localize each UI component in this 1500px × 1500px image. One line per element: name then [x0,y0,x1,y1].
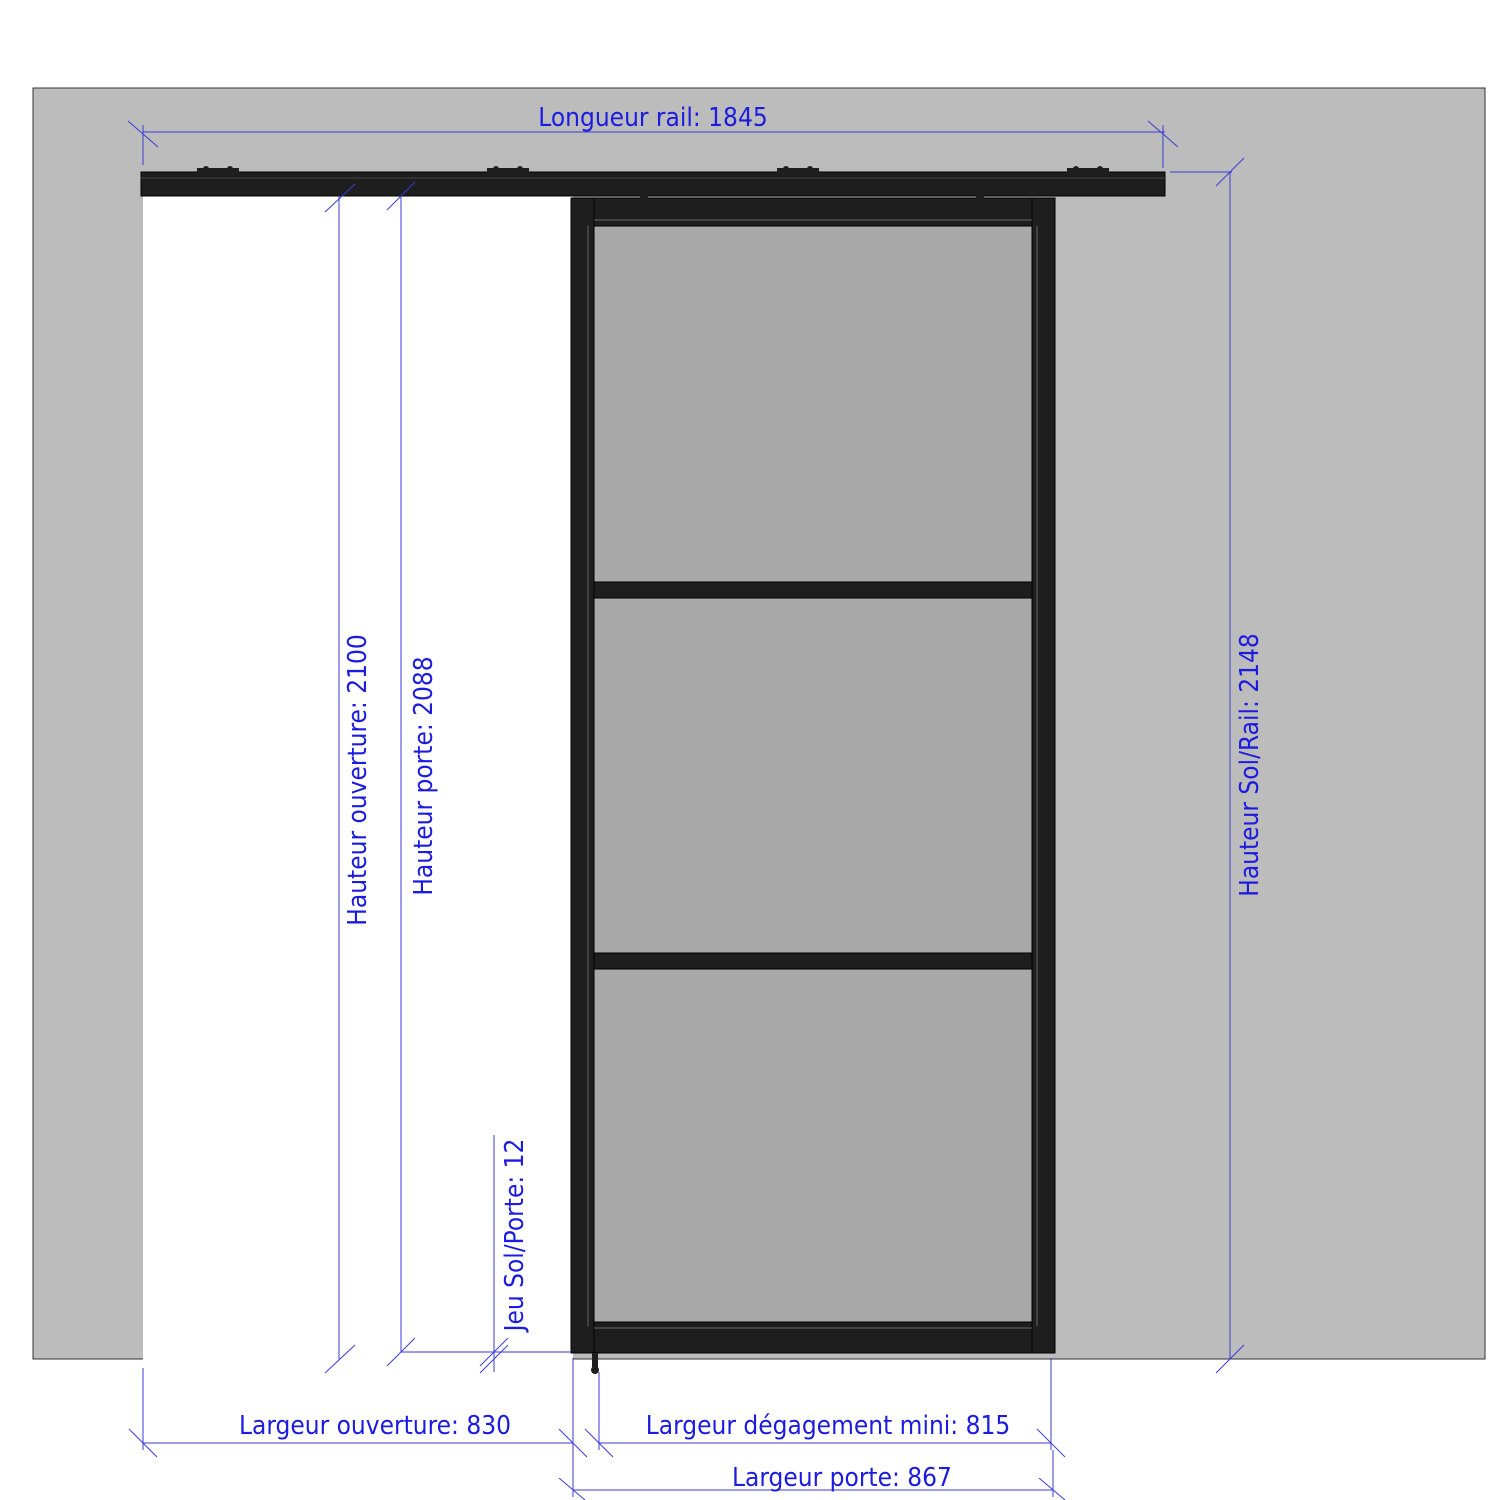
door-mullion-2 [594,953,1032,969]
opening-width-label: Largeur ouverture: 830 [239,1411,511,1441]
door-top-rail [594,198,1032,226]
door-hanger-right [976,194,984,200]
door-width-label: Largeur porte: 867 [732,1463,952,1493]
door-left-stile [571,198,594,1353]
floor-gap-label: Jeu Sol/Porte: 12 [500,1138,530,1332]
dim-clearance-width [585,1358,1065,1457]
door-hanger-left [640,194,648,200]
opening-height-label: Hauteur ouverture: 2100 [343,634,373,926]
floor-guide [591,1353,599,1374]
clearance-width-label: Largeur dégagement mini: 815 [645,1411,1011,1441]
door-height-label: Hauteur porte: 2088 [409,656,439,896]
door-right-stile [1032,198,1055,1353]
dim-opening-width [129,1368,587,1457]
door-mullion-1 [594,582,1032,598]
door-glass [594,226,1032,1326]
sliding-door [571,194,1055,1374]
rail-length-label: Longueur rail: 1845 [538,103,768,133]
door-bottom-rail [594,1322,1032,1353]
floor-rail-height-label: Hauteur Sol/Rail: 2148 [1235,633,1265,897]
